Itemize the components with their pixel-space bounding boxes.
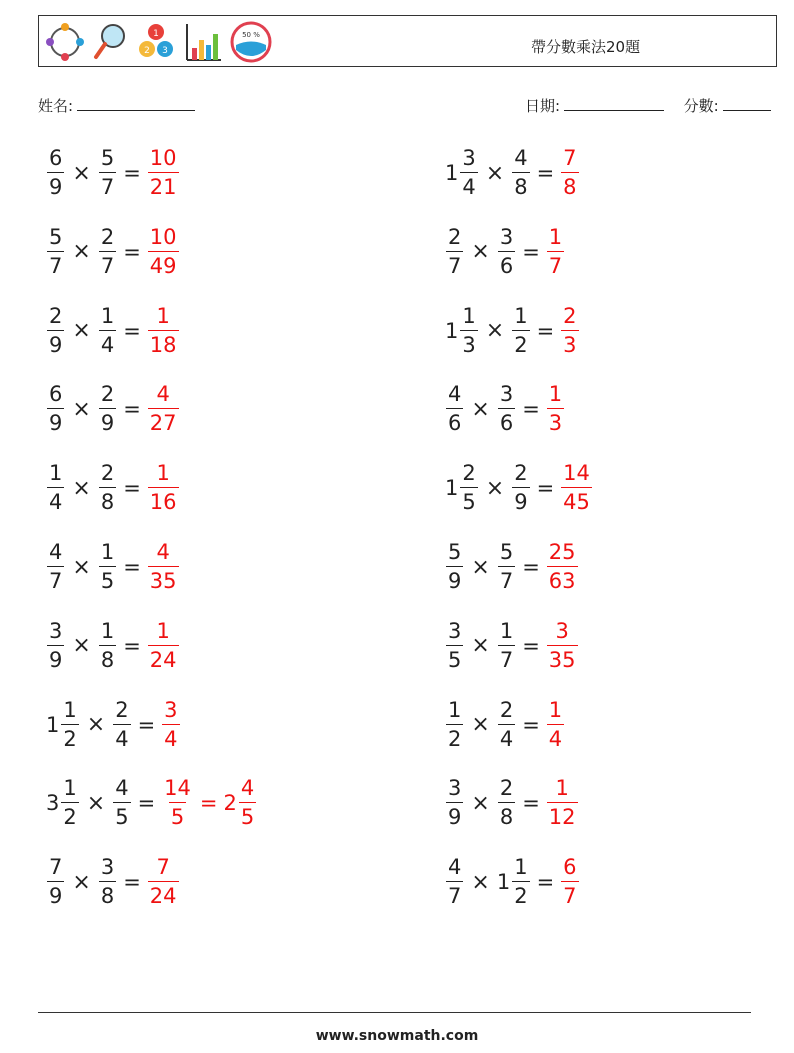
answer-fraction xyxy=(162,697,179,751)
answer-fraction-denominator: 24 xyxy=(148,645,179,671)
operand-a xyxy=(47,542,64,592)
operand-a-denominator: 6 xyxy=(446,408,463,434)
answer xyxy=(546,542,579,592)
problem-item xyxy=(46,537,180,597)
operand-a-numerator: 3 xyxy=(49,618,63,643)
operand-b xyxy=(99,542,116,592)
operand-a xyxy=(61,697,78,751)
times-sign: × xyxy=(72,633,91,659)
problem-item xyxy=(445,379,565,439)
operand-a-denominator: 9 xyxy=(47,172,64,198)
equals-sign: = xyxy=(123,239,141,264)
answer-fraction-numerator: 7 xyxy=(563,146,577,170)
operand-b-numerator: 4 xyxy=(115,776,129,801)
operand-b-denominator: 9 xyxy=(512,487,529,513)
operand-b-numerator: 1 xyxy=(514,855,528,880)
operand-b-numerator: 3 xyxy=(100,855,115,880)
answer-mixed-numerator: 4 xyxy=(240,776,255,801)
answer-fraction-numerator: 1 xyxy=(555,776,569,801)
date-blank[interactable] xyxy=(564,96,664,111)
times-sign: × xyxy=(471,239,490,265)
operand-a-denominator: 9 xyxy=(47,408,64,434)
answer-fraction xyxy=(148,224,179,278)
name-label: 姓名: xyxy=(38,97,74,115)
operand-b-denominator: 7 xyxy=(99,172,116,198)
answer xyxy=(546,224,565,278)
answer-mixed-whole: 2 xyxy=(223,791,237,816)
operand-b-numerator: 4 xyxy=(514,146,528,170)
answer-fraction-denominator: 4 xyxy=(547,724,564,750)
problem-item xyxy=(445,537,579,597)
operand-b xyxy=(498,778,515,828)
problem-item xyxy=(46,458,180,518)
operand-a-denominator: 5 xyxy=(446,645,463,671)
problem-item xyxy=(46,143,180,203)
operand-a-numerator: 5 xyxy=(49,224,63,249)
problem-item xyxy=(445,222,565,282)
problem-item xyxy=(46,379,180,439)
operand-a xyxy=(446,857,463,907)
equals-sign: = xyxy=(123,476,141,501)
operand-b-numerator: 5 xyxy=(100,146,115,170)
operand-a-denominator: 9 xyxy=(47,330,64,356)
answer-fraction xyxy=(547,618,578,672)
answer-fraction xyxy=(561,463,592,513)
answer-fraction-denominator: 27 xyxy=(148,408,179,434)
operand-b-denominator: 4 xyxy=(498,724,515,750)
answer-fraction xyxy=(561,148,578,198)
operand-a-whole: 1 xyxy=(46,712,60,737)
answer-fraction-denominator: 5 xyxy=(169,802,186,828)
equals-sign: = xyxy=(522,555,540,579)
answer-fraction-numerator: 4 xyxy=(156,382,170,407)
operand-a-denominator: 3 xyxy=(460,330,477,356)
operand-a-whole: 3 xyxy=(46,791,60,816)
ball-label-1: 1 xyxy=(153,29,159,39)
operand-a-denominator: 2 xyxy=(61,724,78,750)
operand-a-denominator: 7 xyxy=(47,566,64,592)
operand-a xyxy=(47,857,64,907)
problem-item xyxy=(445,301,580,361)
operand-a xyxy=(61,778,78,828)
operand-b-denominator: 2 xyxy=(512,330,529,356)
operand-b-denominator: 8 xyxy=(99,487,116,513)
equals-sign: = xyxy=(536,161,555,185)
problem-item xyxy=(46,616,180,676)
gauge-label: 50 % xyxy=(242,31,260,39)
times-sign: × xyxy=(485,318,505,344)
equals-sign: = xyxy=(536,870,555,895)
answer xyxy=(546,697,565,751)
problem-item xyxy=(46,222,180,282)
operand-a xyxy=(446,697,463,751)
operand-b-numerator: 1 xyxy=(100,303,115,328)
operand-a-numerator: 1 xyxy=(448,697,462,722)
header-icons xyxy=(43,20,273,64)
score-blank[interactable] xyxy=(723,96,771,111)
answer-fraction-numerator: 1 xyxy=(156,303,170,328)
answer-fraction xyxy=(148,463,179,513)
times-sign: × xyxy=(86,712,106,738)
answer-fraction-numerator: 1 xyxy=(548,697,563,722)
operand-a-numerator: 4 xyxy=(448,382,462,407)
answer xyxy=(161,697,180,751)
operand-a-denominator: 9 xyxy=(47,645,64,671)
problem-item xyxy=(46,852,180,912)
answer xyxy=(147,384,180,434)
times-sign: × xyxy=(471,712,490,738)
answer-fraction-numerator: 14 xyxy=(164,776,191,801)
answer-fraction-denominator: 8 xyxy=(561,172,578,198)
answer xyxy=(147,857,180,907)
operand-a-numerator: 4 xyxy=(49,540,63,564)
answer xyxy=(546,618,579,672)
operand-a xyxy=(460,148,477,198)
answer-fraction-numerator: 14 xyxy=(563,461,590,486)
operand-b-denominator: 6 xyxy=(498,408,515,434)
operand-a-numerator: 6 xyxy=(49,382,63,407)
operand-b-numerator: 1 xyxy=(514,303,528,328)
times-sign: × xyxy=(72,160,91,186)
name-blank[interactable] xyxy=(77,96,195,111)
answer xyxy=(147,463,180,513)
ball-label-3: 3 xyxy=(162,46,168,56)
operand-b xyxy=(99,303,116,357)
operand-b-denominator: 4 xyxy=(99,330,116,356)
operand-b-denominator: 7 xyxy=(498,645,515,671)
operand-b-numerator: 3 xyxy=(499,382,514,407)
times-sign: × xyxy=(86,790,106,816)
problem-item xyxy=(445,458,593,518)
operand-a-numerator: 2 xyxy=(49,303,63,328)
operand-a-denominator: 4 xyxy=(47,487,64,513)
operand-b-numerator: 1 xyxy=(499,618,514,643)
times-sign: × xyxy=(471,790,490,816)
operand-b-denominator: 7 xyxy=(498,566,515,592)
operand-a-numerator: 3 xyxy=(462,146,476,170)
operand-b xyxy=(113,697,130,751)
operand-a-numerator: 1 xyxy=(63,776,77,801)
answer-fraction-numerator: 10 xyxy=(149,224,177,249)
operand-b-denominator: 5 xyxy=(99,566,116,592)
answer-fraction-denominator: 49 xyxy=(148,251,179,277)
answer-equals-sign: = xyxy=(199,791,218,816)
header-box xyxy=(38,15,777,67)
answer-fraction-denominator: 3 xyxy=(561,330,578,356)
score-label: 分數: xyxy=(683,97,719,115)
answer-fraction-numerator: 4 xyxy=(156,540,170,564)
answer-fraction-denominator: 7 xyxy=(561,881,578,907)
answer-fraction xyxy=(547,542,578,592)
answer-fraction xyxy=(547,697,564,751)
answer-fraction-denominator: 35 xyxy=(547,645,578,671)
answer-fraction xyxy=(148,857,179,907)
equals-sign: = xyxy=(522,239,540,264)
people-cycle-icon xyxy=(43,20,87,64)
answer xyxy=(147,542,180,592)
date-score-fields xyxy=(525,95,771,116)
operand-a xyxy=(47,303,64,357)
times-sign: × xyxy=(471,396,490,422)
operand-b xyxy=(498,618,515,672)
times-sign: × xyxy=(471,554,490,580)
answer-fraction-numerator: 3 xyxy=(164,697,178,722)
equals-sign: = xyxy=(123,161,141,185)
operand-a-whole: 1 xyxy=(445,476,459,501)
bar-chart-icon xyxy=(183,20,223,64)
answer-fraction-denominator: 24 xyxy=(148,881,179,907)
operand-b-denominator: 6 xyxy=(498,251,515,277)
operand-b xyxy=(512,463,529,513)
answer-fraction xyxy=(162,778,193,828)
times-sign: × xyxy=(72,475,91,501)
problem-item xyxy=(445,773,579,833)
operand-a-whole: 1 xyxy=(445,318,459,343)
operand-b-denominator: 2 xyxy=(512,881,529,907)
answer-fraction xyxy=(148,303,179,357)
operand-a xyxy=(47,384,64,434)
answer xyxy=(546,384,565,434)
equals-sign: = xyxy=(536,476,555,501)
operand-a-numerator: 5 xyxy=(448,540,462,564)
answer-fraction xyxy=(547,778,578,828)
answer-fraction-numerator: 2 xyxy=(563,303,577,328)
operand-b xyxy=(498,384,515,434)
footer-url: www.snowmath.com xyxy=(315,1028,479,1044)
answer-fraction xyxy=(561,303,578,357)
problem-item xyxy=(46,695,181,755)
answer-fraction xyxy=(561,857,578,907)
operand-b-numerator: 2 xyxy=(100,382,115,407)
operand-a-denominator: 4 xyxy=(460,172,477,198)
operand-a-denominator: 9 xyxy=(47,881,64,907)
operand-a xyxy=(446,384,463,434)
times-sign: × xyxy=(72,396,91,422)
operand-b xyxy=(99,224,116,278)
answer-mixed xyxy=(239,778,256,828)
equals-sign: = xyxy=(123,870,141,895)
operand-a xyxy=(446,224,463,278)
operand-b-denominator: 8 xyxy=(99,645,116,671)
operand-a-numerator: 1 xyxy=(49,461,63,486)
operand-b xyxy=(99,618,116,672)
answer-fraction-numerator: 7 xyxy=(156,855,170,880)
operand-b-denominator: 7 xyxy=(99,251,116,277)
operand-b-numerator: 3 xyxy=(499,224,514,249)
problem-item xyxy=(445,143,580,203)
answer xyxy=(560,857,579,907)
operand-a xyxy=(460,303,477,357)
operand-a-numerator: 6 xyxy=(49,146,63,170)
operand-b xyxy=(498,542,515,592)
answer xyxy=(161,778,257,828)
operand-b-numerator: 2 xyxy=(514,461,528,486)
answer xyxy=(560,463,593,513)
problem-item xyxy=(445,695,565,755)
operand-b xyxy=(512,303,529,357)
operand-a-whole: 1 xyxy=(445,161,459,185)
ball-label-2: 2 xyxy=(144,46,150,56)
answer-fraction xyxy=(547,224,564,278)
answer-fraction-denominator: 18 xyxy=(148,330,179,356)
date-label: 日期: xyxy=(525,97,561,115)
answer-fraction-numerator: 10 xyxy=(149,146,177,170)
equals-sign: = xyxy=(137,791,156,816)
operand-a-numerator: 2 xyxy=(462,461,476,486)
answer-fraction xyxy=(148,384,179,434)
answer-fraction-denominator: 63 xyxy=(547,566,578,592)
answer-fraction-denominator: 3 xyxy=(547,408,564,434)
operand-a xyxy=(446,618,463,672)
times-sign: × xyxy=(485,475,505,501)
operand-a xyxy=(47,618,64,672)
operand-a-numerator: 7 xyxy=(49,855,63,880)
answer-fraction-denominator: 35 xyxy=(148,566,179,592)
answer-fraction-numerator: 25 xyxy=(548,540,576,564)
operand-b-denominator: 5 xyxy=(113,802,130,828)
operand-b-denominator: 4 xyxy=(113,724,130,750)
equals-sign: = xyxy=(123,633,141,658)
answer-fraction xyxy=(148,542,179,592)
operand-b-numerator: 1 xyxy=(100,540,115,564)
operand-a-numerator: 4 xyxy=(448,855,462,880)
answer xyxy=(546,778,579,828)
operand-b-numerator: 1 xyxy=(100,618,115,643)
times-sign: × xyxy=(72,239,91,265)
operand-b xyxy=(512,148,529,198)
operand-a xyxy=(47,148,64,198)
operand-a-denominator: 5 xyxy=(460,487,477,513)
operand-b xyxy=(99,384,116,434)
answer xyxy=(147,618,180,672)
operand-b xyxy=(498,697,515,751)
operand-a xyxy=(47,463,64,513)
operand-a-denominator: 9 xyxy=(446,566,463,592)
operand-b-numerator: 2 xyxy=(100,461,115,486)
operand-b-numerator: 2 xyxy=(100,224,115,249)
answer-fraction-denominator: 4 xyxy=(162,724,179,750)
operand-b-numerator: 2 xyxy=(499,776,514,801)
equals-sign: = xyxy=(123,397,141,422)
answer-fraction-numerator: 1 xyxy=(548,224,563,249)
magnifier-icon xyxy=(93,20,129,64)
operand-a-denominator: 2 xyxy=(61,802,78,828)
operand-b-numerator: 2 xyxy=(499,697,514,722)
times-sign: × xyxy=(72,554,91,580)
operand-a-numerator: 3 xyxy=(448,776,462,801)
operand-b xyxy=(99,463,116,513)
operand-b-numerator: 2 xyxy=(115,697,129,722)
equals-sign: = xyxy=(522,791,540,816)
operand-b-denominator: 8 xyxy=(498,802,515,828)
operand-b-numerator: 5 xyxy=(499,540,514,564)
equals-sign: = xyxy=(522,633,540,658)
answer-fraction-numerator: 3 xyxy=(555,618,569,643)
answer-fraction-denominator: 12 xyxy=(547,802,578,828)
operand-a-numerator: 1 xyxy=(462,303,476,328)
equals-sign: = xyxy=(522,397,540,422)
percent-gauge-icon xyxy=(229,20,273,64)
operand-a xyxy=(47,224,64,278)
problem-item xyxy=(46,773,257,833)
operand-b xyxy=(498,224,515,278)
answer xyxy=(560,148,579,198)
answer-fraction-denominator: 16 xyxy=(148,487,179,513)
operand-b xyxy=(512,857,529,907)
answer-fraction-denominator: 21 xyxy=(148,172,179,198)
answer-fraction-numerator: 1 xyxy=(548,382,563,407)
operand-a-denominator: 7 xyxy=(446,251,463,277)
answer xyxy=(147,224,180,278)
times-sign: × xyxy=(72,318,91,344)
operand-a-denominator: 7 xyxy=(47,251,64,277)
answer-mixed-denominator: 5 xyxy=(239,802,256,828)
answer-fraction xyxy=(148,148,179,198)
equals-sign: = xyxy=(123,318,141,343)
operand-a xyxy=(446,542,463,592)
equals-sign: = xyxy=(137,712,156,737)
answer xyxy=(560,303,579,357)
problem-item xyxy=(445,852,580,912)
operand-a xyxy=(446,778,463,828)
answer xyxy=(147,303,180,357)
operand-b-denominator: 8 xyxy=(99,881,116,907)
operand-a xyxy=(460,463,477,513)
operand-b-whole: 1 xyxy=(496,870,511,895)
answer-fraction-denominator: 45 xyxy=(561,487,592,513)
problem-item xyxy=(445,616,579,676)
equals-sign: = xyxy=(522,712,540,737)
footer-divider xyxy=(38,1012,751,1013)
operand-a-denominator: 2 xyxy=(446,724,463,750)
worksheet-title: 帶分數乘法20題 xyxy=(531,38,641,56)
equals-sign: = xyxy=(123,555,141,579)
operand-b-denominator: 9 xyxy=(99,408,116,434)
equals-sign: = xyxy=(536,318,555,343)
operand-a-numerator: 1 xyxy=(63,697,77,722)
operand-a-denominator: 7 xyxy=(446,881,463,907)
answer-fraction-numerator: 1 xyxy=(156,461,170,486)
numbered-balls-icon xyxy=(135,20,177,64)
operand-a-numerator: 3 xyxy=(448,618,462,643)
answer-fraction xyxy=(148,618,179,672)
answer-fraction xyxy=(547,384,564,434)
problem-item xyxy=(46,301,180,361)
answer-fraction-denominator: 7 xyxy=(547,251,564,277)
times-sign: × xyxy=(471,633,490,659)
answer-fraction-numerator: 6 xyxy=(563,855,577,880)
operand-b xyxy=(99,148,116,198)
times-sign: × xyxy=(471,869,490,895)
answer-fraction-numerator: 1 xyxy=(156,618,170,643)
times-sign: × xyxy=(72,869,91,895)
operand-b xyxy=(113,778,130,828)
name-field xyxy=(38,95,195,116)
operand-a-denominator: 9 xyxy=(446,802,463,828)
times-sign: × xyxy=(485,160,505,186)
answer xyxy=(147,148,180,198)
operand-a-numerator: 2 xyxy=(448,224,462,249)
operand-b-denominator: 8 xyxy=(512,172,529,198)
operand-b xyxy=(99,857,116,907)
